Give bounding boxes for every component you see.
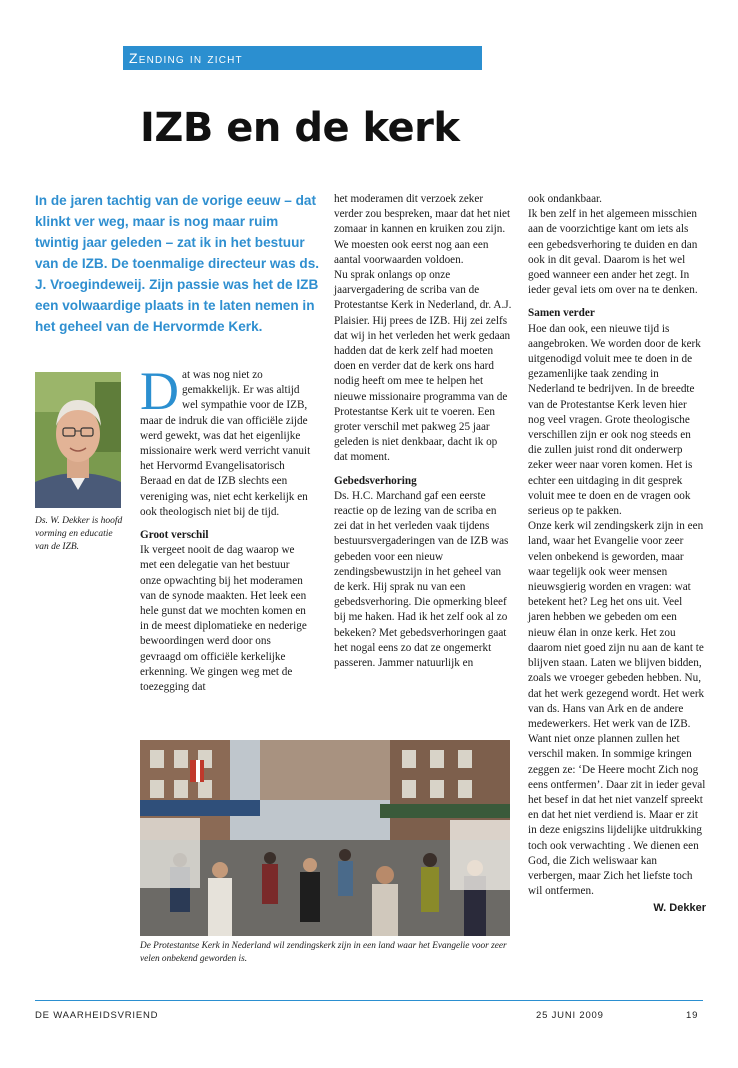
paragraph [140, 361, 312, 520]
paragraph: Hoe dan ook, een nieuwe tijd is aangebroken. We worden door de kerk uitgenodigd voluit mee te doen in de gezamenlijke taak zending in Nederland te bedrijven. In de breedte van de Protestantse Kerk leven hier nog veel vragen. Grote theologische verschillen zijn er ook nog steeds en die zullen juist rond dit onderwerp zeker weer naar voren komen. Het is echter een uitdaging in dit gesprek voluit mee te doen en de vragen ook serieus op te pakken. Onze kerk wil zendingskerk zijn in een land, waar het Evangelie voor zeer velen onbekend is geworden, maar waar tegelijk ook weer mensen nieuwsgierig worden en vragen: wat betekent het? Leg het ons uit. Veel jaren hebben we gebeden om een nieuw élan in onze kerk. Het zou daarom niet goed zijn nu aan de kant te blijven staan. Laten we blijven bidden, zoals we vroeger gebeden hebben. Nu, dat het werk gezegend wordt. Het werk van ds. Hans van Ark en de andere medewerkers. Het werk van de IZB. Want niet onze plannen zullen het verschil maken. In sommige kringen zeggen ze: ‘De Heere mocht Zich nog eens ontfermen’. Daar zit in ieder geval het besef in dat het niet vanzelf spreekt en dat het niet verdiend is. Maar er zit in deze enigszins lijdelijke uitdrukking toch ook verwachting . We dienen een God, die Zich weliswaar kan verbergen, maar Zich het liefste toch wil ontfermen. [528, 322, 706, 898]
article-headline: IZB en de kerk [140, 105, 460, 151]
paragraph-text: at was nog niet zo gemakkelijk. Er was altijd wel sympathie voor de IZB, maar de indruk die van officiële zijde werd gewekt, was dat het eigenlijke missionaire werk werd verricht vanuit het Hervormd Evangelisatorisch Beraad en dat de IZB slechts een vereniging was, niet echt kerkelijk en ook theologisch niet bij de tijd. [140, 369, 311, 518]
section-label-bar: Zending in zicht [123, 46, 482, 70]
paragraph: Ds. H.C. Marchand gaf een eerste reactie op de lezing van de scriba en zei dat in het verleden vaak tijdens bestuursvergaderingen van de IZB was gebeden voor een nieuw zendingsbewustzijn in het geheel van de kerk. Hij sprak nu van een gebedsverhoring. Die opmerking bleef bij me haken. Had ik het zelf ook al zo bekeken? Met gebedsverhoringen gaat het nogal eens zo dat ze ongemerkt passeren. Jammer natuurlijk en [334, 489, 509, 670]
subheading: Samen verder [528, 307, 595, 320]
author-photo-caption: Ds. W. Dekker is hoofd vorming en educatie van de IZB. [35, 516, 123, 552]
drop-cap: D [140, 361, 179, 421]
article-column-3 [528, 192, 706, 917]
author-byline: W. Dekker [653, 902, 706, 915]
author-photo [35, 372, 121, 508]
subheading: Groot verschil [140, 529, 209, 542]
article-column-1 [140, 361, 312, 695]
article-column-2 [334, 192, 512, 671]
footer-divider [35, 1000, 703, 1001]
issue-date: 25 JUNI 2009 [536, 1010, 604, 1021]
paragraph: Nu sprak onlangs op onze jaarvergadering de scriba van de Protestantse Kerk in Nederland, dr. A.J. Plaisier. Hij prees de IZB. Hij zei zelfs dat wij in het verleden het werk gedaan hadden dat de kerk zelf had moeten doen en verder dat de kerk ons hard nodig heeft om mee te helpen het nieuwe missionaire programma van de Protestantse Kerk uit te voeren. Een groter verschil met pakweg 25 jaar geleden is niet denkbaar, dacht ik op dat moment. [334, 269, 512, 464]
paragraph: het moderamen dit verzoek zeker verder zou bespreken, maar dat het niet zomaar in kannen en kruiken zou zijn. We moesten ook eerst nog aan een aantal voorwaarden voldoen. [334, 193, 511, 266]
page-number: 19 [686, 1010, 699, 1021]
market-street-photo [140, 740, 510, 936]
paragraph: ook ondankbaar. Ik ben zelf in het algemeen misschien aan de voorzichtige kant om iets als een gebedsverhoring te duiden en dan ook in dit geval. Daarom is het wel goed wanneer een ander het zegt. In ieder geval iets om over na te denken. [528, 193, 698, 297]
publication-name: DE WAARHEIDSVRIEND [35, 1010, 159, 1021]
article-intro: In de jaren tachtig van de vorige eeuw – dat klinkt ver weg, maar is nog maar ruim twintig jaar geleden – zat ik in het bestuur van de IZB. De toenmalige directeur was ds. J. Vroegindeweij. Zijn passie was het de IZB een volwaardige plaats in te laten nemen in het geheel van de Hervormde Kerk. [35, 193, 320, 334]
paragraph: Ik vergeet nooit de dag waarop we met een delegatie van het bestuur onze opwachting bij het moderamen van de synode maakten. Het leek een hele gunst dat we mochten komen en in de meest diplomatieke en nederige bewoordingen werd door ons gevraagd om officiële kerkelijke erkenning. We gingen weg met de toezegging dat [140, 544, 307, 694]
market-photo-caption: De Protestantse Kerk in Nederland wil zendingskerk zijn in een land waar het Evangelie voor zeer velen onbekend geworden is. [140, 941, 507, 964]
subheading: Gebedsverhoring [334, 474, 417, 487]
